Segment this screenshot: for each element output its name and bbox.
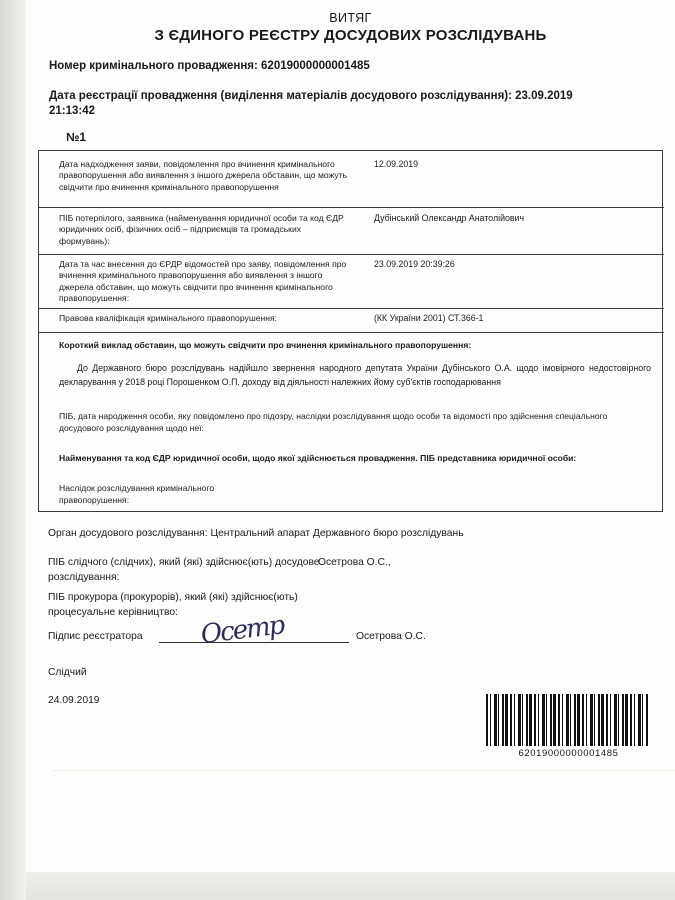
- role-label: Слідчий: [48, 667, 87, 678]
- table-divider-3: [39, 308, 664, 309]
- legal-entity-label: Найменування та код ЄДР юридичної особи, щодо якої здійснюється провадження. ПІБ представника юридичної особи:: [59, 453, 577, 463]
- registration-date-text: Дата реєстрації провадження (виділення матеріалів досудового розслідування): 23.09.2019: [49, 90, 573, 102]
- table-row-value-1: 12.09.2019: [374, 159, 419, 169]
- table-row-value-3: 23.09.2019 20:39:26: [374, 259, 455, 269]
- barcode-number: 62019000000001485: [518, 748, 619, 759]
- registration-date-line: [49, 89, 639, 119]
- barcode-icon: [486, 694, 649, 746]
- handwritten-signature: Осетр: [199, 610, 285, 651]
- registrar-name: Осетрова О.С.: [356, 631, 426, 642]
- investigation-body-line: Орган досудового розслідування: Центральний апарат Державного бюро розслідувань: [48, 528, 464, 539]
- page-bottom-shadow: [26, 872, 675, 900]
- details-table: [38, 150, 663, 512]
- table-divider-4: [39, 332, 664, 333]
- table-divider-2: [39, 254, 664, 255]
- table-row-label-3: Дата та час внесення до ЄРДР відомостей про заяву, повідомлення про вчинення кримінального правопорушення або виявлення з іншого джерела обставин, що можуть свідчити про вчинення кримінального правопорушення:: [59, 259, 347, 303]
- registration-time-text: 21:13:42: [49, 105, 96, 117]
- table-row-label-2: ПІБ потерпілого, заявника (найменування юридичної особи та код ЄДР юридичних осіб, фізичних осіб – підприємців та громадських формувань):: [59, 213, 344, 246]
- table-row-label-4: Правова кваліфікація кримінального правопорушення:: [59, 313, 278, 323]
- investigator-label: ПІБ слідчого (слідчих), який (які) здійснює(ють) досудове: [48, 557, 320, 568]
- suspect-label: ПІБ, дата народження особи, яку повідомлено про підозру, наслідки розслідування щодо особи та відомості про здійснення спеціального досудового розслідування щодо неї:: [59, 411, 608, 434]
- table-row-value-2: Дубінський Олександр Анатолійович: [374, 213, 525, 223]
- document-title-line2: З ЄДИНОГО РЕЄСТРУ ДОСУДОВИХ РОЗСЛІДУВАНЬ: [154, 27, 547, 44]
- paper-fold-line: [52, 770, 675, 771]
- entry-number: №1: [66, 130, 87, 144]
- paper-sheet: [26, 0, 675, 880]
- summary-text: До Державного бюро розслідувань надійшло звернення народного депутата України Дубінського О.А. щодо імовірного недостовірного декларування у 2018 році Порошенком О.П. доходу від діяльності належних йому суб'єктів господарювання: [59, 363, 651, 387]
- prosecutor-label: ПІБ прокурора (прокурорів), який (які) здійснює(ють): [48, 592, 298, 603]
- prosecutor-label-second: процесуальне керівництво:: [48, 607, 178, 618]
- result-label: Наслідок розслідування кримінального правопорушення:: [59, 483, 215, 506]
- table-row-label-1: Дата надходження заяви, повідомлення про вчинення кримінального правопорушення або виявлення з іншого джерела обставин, що можуть свідчити про вчинення кримінального правопорушення: [59, 159, 348, 192]
- barcode-block: [486, 694, 651, 759]
- investigator-value: Осетрова О.С.,: [318, 557, 391, 568]
- investigator-label-second: розслідування:: [48, 572, 120, 583]
- case-number-line: Номер кримінального провадження: 62019000000001485: [49, 60, 370, 72]
- registrar-signature-label: Підпис реєстратора: [48, 631, 143, 642]
- summary-label: Короткий виклад обставин, що можуть свідчити про вчинення кримінального правопорушення:: [59, 340, 472, 350]
- document-date: 24.09.2019: [48, 695, 100, 706]
- document-title-line1: ВИТЯГ: [329, 11, 372, 25]
- table-divider-1: [39, 207, 664, 208]
- table-row-value-4: (КК України 2001) СТ.366-1: [374, 313, 484, 323]
